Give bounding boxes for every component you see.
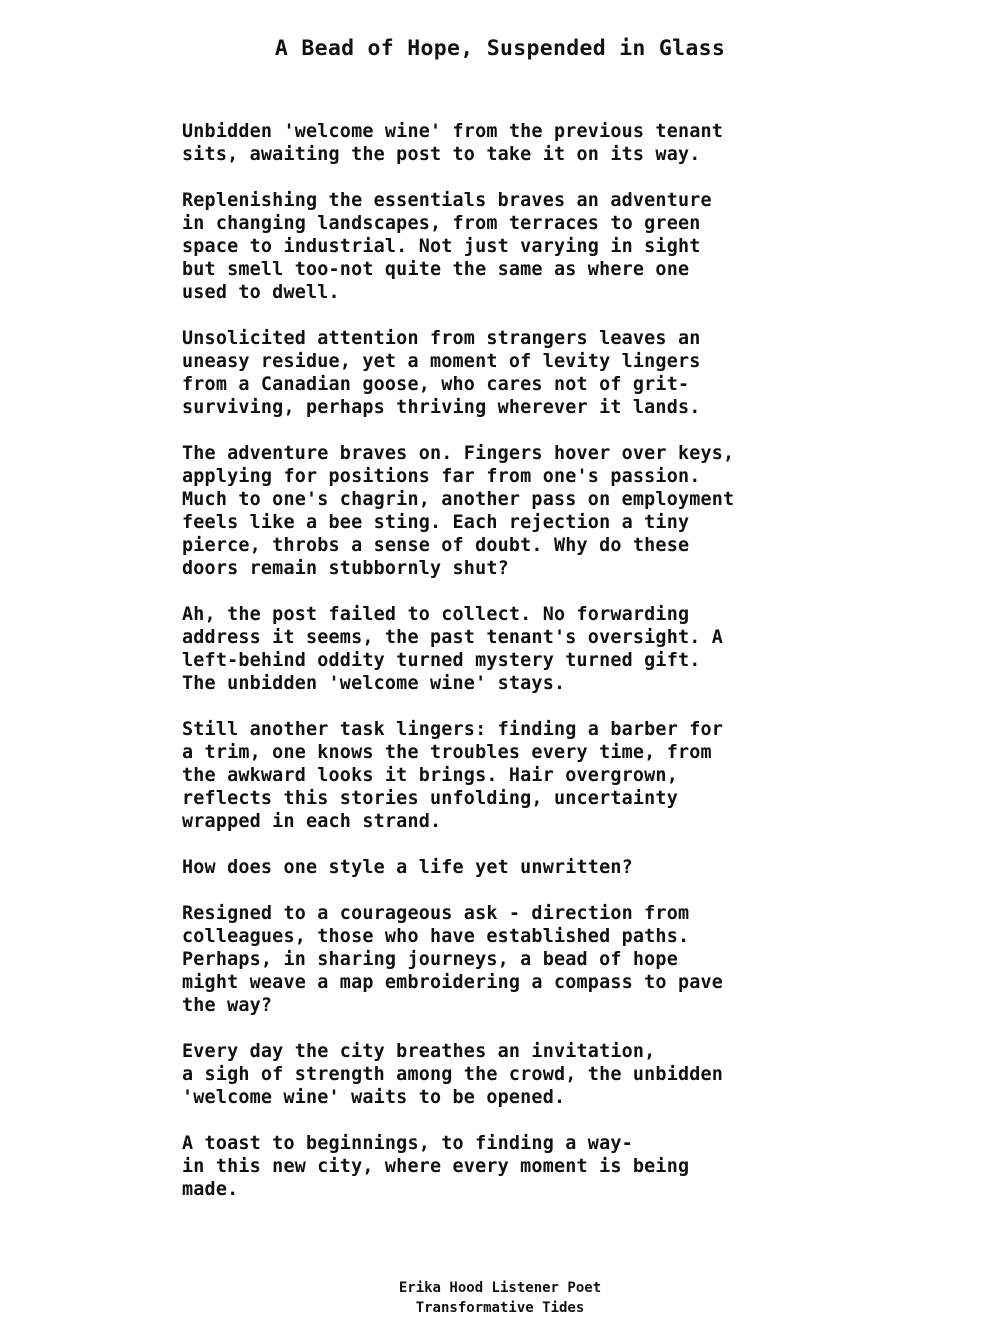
poem-line: The unbidden 'welcome wine' stays. [182, 673, 566, 694]
poem-line: wrapped in each strand. [182, 811, 442, 832]
poem-line: The adventure braves on. Fingers hover over keys, [182, 443, 735, 464]
poem-line: colleagues, those who have established paths. [182, 926, 690, 947]
poem-line: pierce, throbs a sense of doubt. Why do these [182, 535, 690, 556]
poem-line: left-behind oddity turned mystery turned gift. [182, 650, 701, 671]
poem-line: used to dwell. [182, 282, 340, 303]
poem-line: address it seems, the past tenant's oversight. A [182, 627, 724, 648]
poem-line: Unbidden 'welcome wine' from the previous tenant [182, 121, 724, 142]
poem-line: 'welcome wine' waits to be opened. [182, 1087, 566, 1108]
poem-line: Resigned to a courageous ask - direction from [182, 903, 690, 924]
stanza [182, 1132, 882, 1201]
poem-line: space to industrial. Not just varying in sight [182, 236, 701, 257]
stanza [182, 327, 882, 419]
author-name: Erika Hood Listener Poet [398, 1280, 602, 1296]
poem-body [182, 120, 882, 1224]
stanza [182, 902, 882, 1017]
stanza [182, 442, 882, 580]
poem-title: A Bead of Hope, Suspended in Glass [274, 36, 726, 61]
poem-line: A toast to beginnings, to finding a way- [182, 1133, 633, 1154]
stanza [182, 718, 882, 833]
poem-line: the way? [182, 995, 273, 1016]
poem-line: feels like a bee sting. Each rejection a tiny [182, 512, 690, 533]
poem-line: How does one style a life yet unwritten? [182, 857, 633, 878]
poem-line: the awkward looks it brings. Hair overgrown, [182, 765, 678, 786]
stanza [182, 856, 882, 879]
poem-line: a trim, one knows the troubles every time, from [182, 742, 712, 763]
poem-line: a sigh of strength among the crowd, the unbidden [182, 1064, 724, 1085]
poem-line: reflects this stories unfolding, uncertainty [182, 788, 678, 809]
poem-line: Perhaps, in sharing journeys, a bead of hope [182, 949, 678, 970]
poem-line: Much to one's chagrin, another pass on employment [182, 489, 735, 510]
poem-line: from a Canadian goose, who cares not of grit- [182, 374, 690, 395]
poem-line: but smell too-not quite the same as where one [182, 259, 690, 280]
stanza [182, 120, 882, 166]
poem-line: Replenishing the essentials braves an adventure [182, 190, 712, 211]
poem-line: Ah, the post failed to collect. No forwarding [182, 604, 690, 625]
poem-line: in this new city, where every moment is being [182, 1156, 690, 1177]
poem-line: doors remain stubbornly shut? [182, 558, 509, 579]
stanza [182, 1040, 882, 1109]
poem-line: surviving, perhaps thriving wherever it lands. [182, 397, 701, 418]
stanza [182, 603, 882, 695]
poem-line: applying for positions far from one's passion. [182, 466, 701, 487]
poem-line: might weave a map embroidering a compass to pave [182, 972, 724, 993]
poem-line: sits, awaiting the post to take it on its way. [182, 144, 701, 165]
poem-line: uneasy residue, yet a moment of levity lingers [182, 351, 701, 372]
poem-line: Every day the city breathes an invitation, [182, 1041, 656, 1062]
poem-line: in changing landscapes, from terraces to green [182, 213, 701, 234]
collection-name: Transformative Tides [415, 1300, 585, 1316]
poem-line: Unsolicited attention from strangers leaves an [182, 328, 701, 349]
poem-line: made. [182, 1179, 239, 1200]
stanza [182, 189, 882, 304]
poem-line: Still another task lingers: finding a barber for [182, 719, 724, 740]
